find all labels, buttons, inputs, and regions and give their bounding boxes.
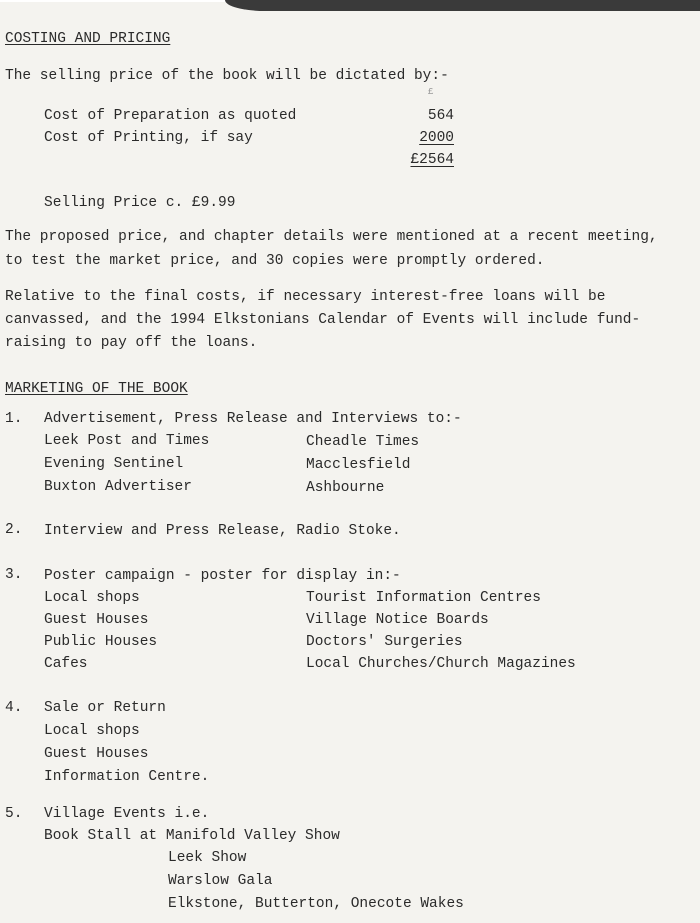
item-number: 2. bbox=[5, 522, 23, 538]
list-item: Macclesfield bbox=[306, 457, 411, 473]
list-item: Local shops bbox=[44, 723, 140, 739]
binding-shadow bbox=[225, 0, 700, 11]
list-item: Elkstone, Butterton, Onecote Wakes bbox=[168, 896, 464, 912]
list-item: Local shops bbox=[44, 590, 140, 606]
list-item: Local Churches/Church Magazines bbox=[306, 656, 576, 672]
cost-row-label: Cost of Preparation as quoted bbox=[44, 108, 297, 124]
item-title: Poster campaign - poster for display in:- bbox=[44, 568, 401, 584]
list-item: Evening Sentinel bbox=[44, 456, 184, 472]
list-item: Tourist Information Centres bbox=[306, 590, 541, 606]
list-item: Guest Houses bbox=[44, 746, 149, 762]
item-number: 5. bbox=[5, 806, 23, 822]
cost-row-value: 564 bbox=[427, 108, 454, 124]
list-item: Village Notice Boards bbox=[306, 612, 489, 628]
item-number: 3. bbox=[5, 567, 23, 583]
list-item: Public Houses bbox=[44, 634, 158, 650]
list-item: Guest Houses bbox=[44, 612, 149, 628]
cost-total: £2564 bbox=[410, 152, 454, 168]
paragraph-line: canvassed, and the 1994 Elkstonians Calendar of Events will include fund- bbox=[5, 312, 641, 328]
list-item: Warslow Gala bbox=[168, 873, 273, 889]
selling-price: Selling Price c. £9.99 bbox=[44, 195, 236, 211]
item-title: Interview and Press Release, Radio Stoke. bbox=[44, 523, 401, 539]
list-item: Information Centre. bbox=[44, 769, 210, 785]
costing-intro: The selling price of the book will be dictated by:- bbox=[5, 68, 449, 84]
list-item: Doctors' Surgeries bbox=[306, 634, 463, 650]
item-number: 4. bbox=[5, 700, 23, 716]
list-item: Leek Post and Times bbox=[44, 433, 210, 449]
paragraph-line: Relative to the final costs, if necessary interest-free loans will be bbox=[5, 289, 606, 305]
list-item: Cheadle Times bbox=[306, 434, 420, 450]
cost-row-value: 2000 bbox=[419, 130, 454, 146]
cost-row-label: Cost of Printing, if say bbox=[44, 130, 253, 146]
item-title: Advertisement, Press Release and Interviews to:- bbox=[44, 411, 462, 427]
list-item: Cafes bbox=[44, 656, 88, 672]
currency-symbol: £ bbox=[428, 87, 434, 97]
paragraph-line: to test the market price, and 30 copies were promptly ordered. bbox=[5, 253, 545, 269]
list-item: Book Stall at Manifold Valley Show bbox=[44, 828, 340, 844]
paragraph-line: The proposed price, and chapter details were mentioned at a recent meeting, bbox=[5, 229, 658, 245]
list-item: Buxton Advertiser bbox=[44, 479, 192, 495]
paragraph-line: raising to pay off the loans. bbox=[5, 335, 258, 351]
item-number: 1. bbox=[5, 411, 23, 427]
list-item: Ashbourne bbox=[306, 480, 385, 496]
page-top-edge bbox=[0, 0, 700, 13]
item-title: Sale or Return bbox=[44, 700, 166, 716]
costing-heading: COSTING AND PRICING bbox=[5, 31, 171, 47]
item-title: Village Events i.e. bbox=[44, 806, 210, 822]
marketing-heading: MARKETING OF THE BOOK bbox=[5, 381, 188, 397]
list-item: Leek Show bbox=[168, 850, 247, 866]
